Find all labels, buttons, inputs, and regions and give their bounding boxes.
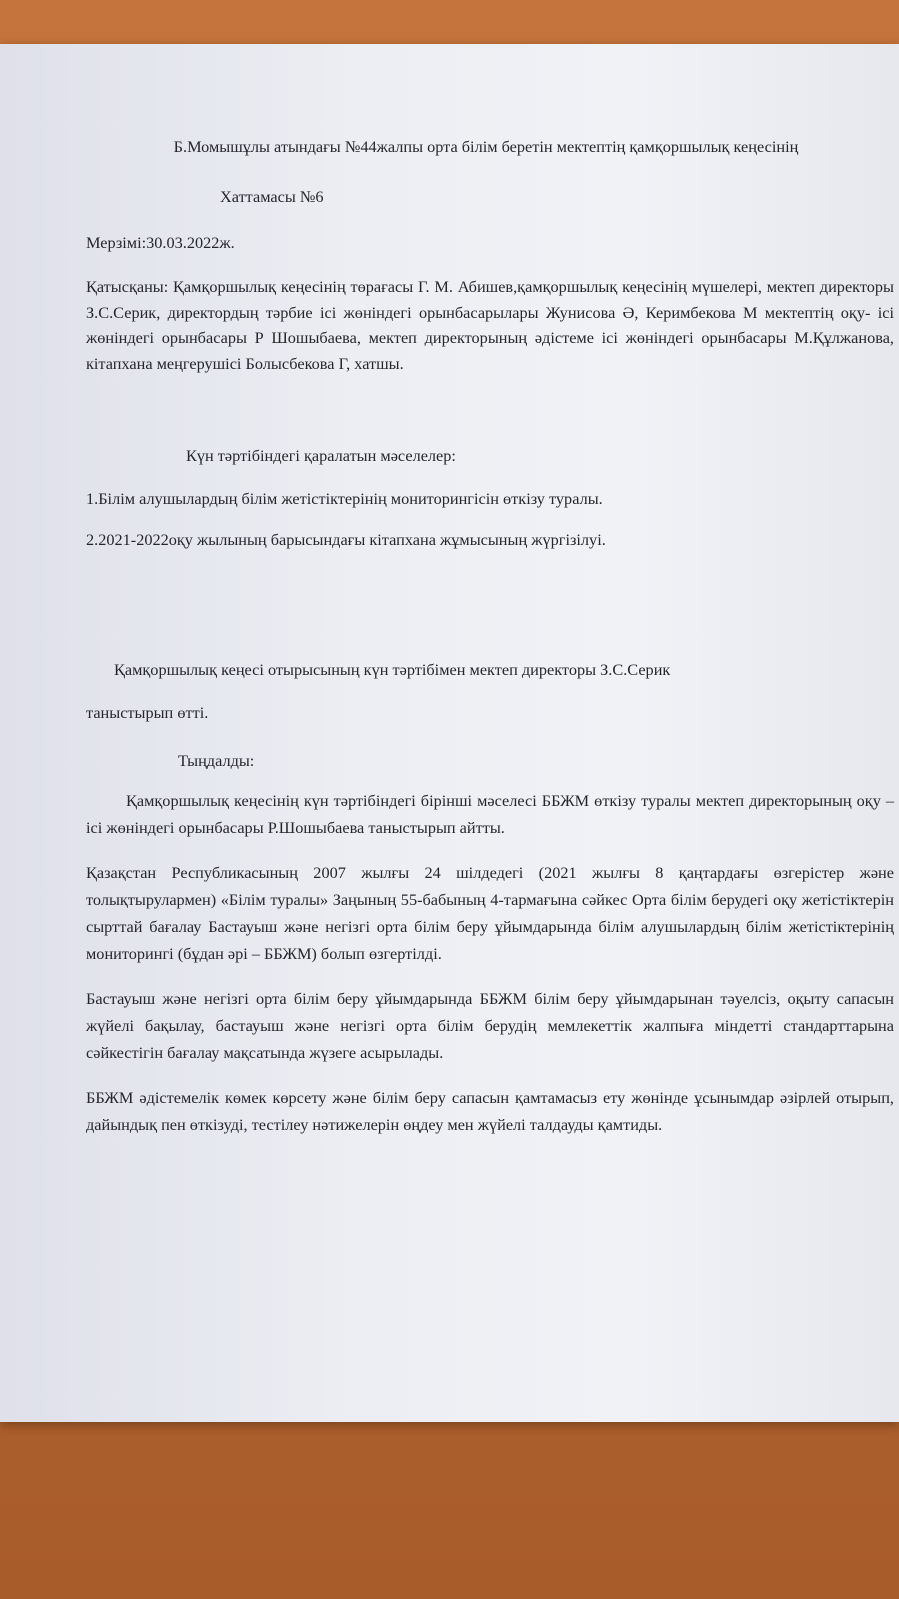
agenda-item-1: 1.Білім алушылардың білім жетістіктерінің мониторингісін өткізу туралы. <box>86 489 603 508</box>
agenda-title: Күн тәртібіндегі қаралатын мәселелер: <box>186 446 456 465</box>
document-date: Мерзімі:30.03.2022ж. <box>86 233 235 252</box>
protocol-number: Хаттамасы №6 <box>220 187 324 206</box>
listened-heading: Тыңдалды: <box>178 751 255 770</box>
document-title: Б.Момышұлы атындағы №44жалпы орта білім беретін мектептің қамқоршылық кеңесінің <box>173 137 799 156</box>
intro-paragraph: Қамқоршылық кеңесі отырысының күн тәртібімен мектеп директоры З.С.Серик таныстырып өтті. <box>86 660 671 722</box>
document-body <box>86 134 894 1138</box>
paragraph-4: ББЖМ әдістемелік көмек көрсету және білім беру сапасын қамтамасыз ету жөнінде ұсынымдар әзірлей отырып, дайындық пен өткізуді, тестілеу нәтижелерін өңдеу мен жүйелі талдауды қамтиды. <box>86 1088 894 1134</box>
paragraph-3: Бастауыш және негізгі орта білім беру ұйымдарында ББЖМ білім беру ұйымдарынан тәуелсіз, оқыту сапасын жүйелі бақылау, бастауыш және негізгі орта білім берудің мемлекеттік жалпыға міндетті стандарттарына сәйкестігін бағалау мақсатында жүзеге асырылады. <box>86 989 894 1062</box>
paragraph-2: Қазақстан Республикасының 2007 жылғы 24 шілдедегі (2021 жылғы 8 қаңтардағы өзгерістер және толықтырулармен) «Білім туралы» Заңының 55-бабының 4-тармағына сәйкес Орта білім берудегі оқу жетістіктерін сырттай бағалау Бастауыш және негізгі орта білім беру ұйымдарында білім алушылардың білім жетістіктерінің мониторингі (бұдан әрі – ББЖМ) болып өзгертілді. <box>86 863 894 963</box>
agenda-item-2: 2.2021-2022оқу жылының барысындағы кітапхана жұмысының жүргізілуі. <box>86 530 606 549</box>
paragraph-1: Қамқоршылық кеңесінің күн тәртібіндегі бірінші мәселесі ББЖМ өткізу туралы мектеп директорының оқу –ісі жөніндегі орынбасары Р.Шошыбаева таныстырып айтты. <box>86 791 894 837</box>
participants-list: Қатысқаны: Қамқоршылық кеңесінің төрағасы Г. М. Абишев,қамқоршылық кеңесінің мүшелері, мектеп директоры З.С.Серик, директордың тәрбие ісі жөніндегі орынбасарылары Жунисова Ә, Керимбекова М мектептің оқу- ісі жөніндегі орынбасары Р Шошыбаева, мектеп директорының әдістеме ісі жөніндегі орынбасары М.Құлжанова, кітапхана меңгерушісі Болысбекова Г, хатшы. <box>86 277 894 373</box>
paper-sheet <box>0 44 899 1422</box>
